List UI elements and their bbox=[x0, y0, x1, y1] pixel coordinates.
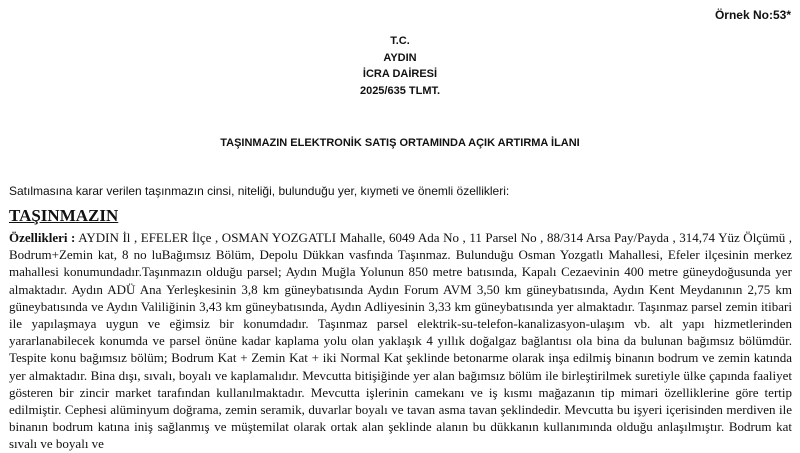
announcement-title: TAŞINMAZIN ELEKTRONİK SATIŞ ORTAMINDA AÇIK ARTIRMA İLANI bbox=[220, 137, 580, 149]
intro-text: Satılmasına karar verilen taşınmazın cinsi, niteliği, bulunduğu yer, kıymeti ve önemli özellikleri: bbox=[9, 184, 510, 198]
header-file-number: 2025/635 TLMT. bbox=[359, 84, 441, 97]
header-office: İCRA DAİRESİ bbox=[362, 68, 438, 80]
features-text: AYDIN İl , EFELER İlçe , OSMAN YOZGATLI Mahalle, 6049 Ada No , 11 Parsel No , 88/314 Arsa Pay/Payda , 314,74 Yüz Ölçümü , Bodrum+Zemin kat, 8 no luBağımsız Bölüm, Depolu Dükkan vasfında Taşınmaz. Bulunduğu Osman Yozgatlı Mahallesi, Efeler ilçesinin merkez mahallesi konumundadır.Taşınmazın olduğu parsel; Aydın Muğla Yolunun 850 metre batısında, Kapalı Cezaevinin 400 metre güneydoğusunda yer almaktadır. Aydın ADÜ Ana Yerleşkesinin 3,8 km güneybatısında Aydın Forum AVM 3,50 km güneybatısında, Aydın Kent Meydanının 2,75 km güneybatısında ve Aydın Valiliğinin 3,43 km güneybatısında, Aydın Adliyesinin 3,33 km güneybatısında yer almaktadır. Taşınmaz parsel zemin itibari ile yapılaşmaya uygun ve eğimsiz bir konumdadır. Taşınmaz parsel elektrik-su-telefon-kanalizasyon-ulaşım vb. alt yapı hizmetlerinden yararlanabilecek konumda ve parsel önüne kadar kaplama yolu olan yaklaşık 4 yıllık doğalgaz bağlantısı ola bina da bulunan bağımsız bölümdür. Tespite konu bağımsız bölüm; Bodrum Kat + Zemin Kat + iki Normal Kat şeklinde betonarme olarak inşa edilmiş binanın bodrum ve zemin katında yer almaktadır. Bina dışı, sıvalı, boyalı ve kaplamalıdır. Mevcutta bitişiğinde yer alan bağımsız bölüm ile birleştirilmek suretiyle ülke çapında faaliyet gösteren bir zincir market tarafından kullanılmaktadır. Mevcutta işlerinin camekanı ve iş kısmı mağazanın tip mimari özelliklerine göre tertip edilmiştir. Cephesi alüminyum doğrama, zemin seramik, duvarlar boyalı ve tavan asma tavan şeklindedir. Mevcutta bu işyeri içerisinden merdiven ile binanın bodrum katına iniş sağlanmış ve müştemilat olarak ortak alan şeklinde alanın bu dükkanın kullanımında olduğu anlaşılmıştır. Bodrum kat sıvalı ve boyalı ve bbox=[9, 230, 792, 452]
header-country: T.C. bbox=[390, 35, 410, 47]
features-label: Özellikleri : bbox=[9, 230, 76, 245]
header-city: AYDIN bbox=[383, 51, 417, 64]
section-heading: TAŞINMAZIN bbox=[9, 206, 119, 225]
property-description bbox=[9, 229, 792, 453]
sample-number: Örnek No:53* bbox=[714, 8, 791, 22]
document-header bbox=[0, 33, 800, 99]
